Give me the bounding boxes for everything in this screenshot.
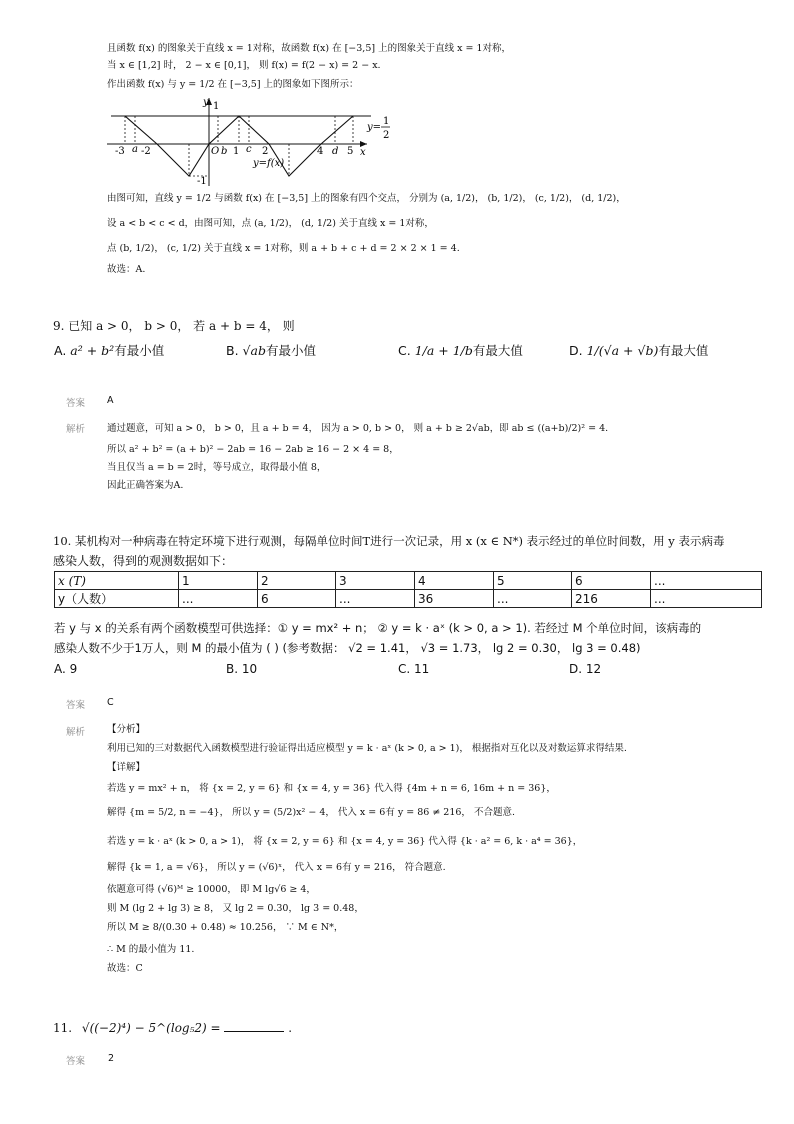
option-math: 1/(√a + √b) — [586, 343, 659, 358]
q10-answer: C — [107, 697, 114, 708]
table-row — [55, 572, 762, 590]
q8-line-6: 点 (b, 1/2)， (c, 1/2) 关于直线 x = 1对称，则 a + b + c + d = 2 × 2 × 1 = 4. — [107, 243, 460, 254]
table-cell: 2 — [258, 572, 336, 590]
line-label-den: 2 — [383, 130, 390, 141]
q10-analysis-6: 若选 y = k · aˣ (k > 0, a > 1)， 将 {x = 2, y = 6} 和 {x = 4, y = 36} 代入得 {k · a² = 6, k · a⁴ = 36}， — [107, 836, 583, 847]
option-text: 有最小值 — [114, 343, 165, 358]
q11-stem — [53, 1020, 292, 1036]
table-cell: x (T) — [55, 572, 179, 590]
option-math: 1/a + 1/b — [414, 343, 473, 358]
q10-option-d[interactable]: D. 12 — [569, 662, 602, 676]
q11-tail: . — [288, 1021, 293, 1035]
q10-stem-1: 10. 某机构对一种病毒在特定环境下进行观测，每隔单位时间T进行一次记录，用 x (x ∈ N*) 表示经过的单位时间数，用 y 表示病毒 — [53, 534, 725, 548]
q9-option-b[interactable] — [226, 341, 316, 359]
q10-analysis-5: 解得 {m = 5/2, n = −4}， 所以 y = (5/2)x² − 4， 代入 x = 6有 y = 86 ≠ 216， 不合题意. — [107, 807, 515, 818]
q10-option-a[interactable]: A. 9 — [54, 662, 78, 676]
q10-analysis-8: 依题意可得 (√6)ᴹ ≥ 10000， 即 M lg√6 ≥ 4， — [107, 884, 316, 895]
y-tick-1: 1 — [213, 101, 220, 112]
line-label: y= — [367, 122, 382, 133]
q9-option-d[interactable] — [569, 341, 708, 359]
option-letter: D. — [569, 343, 583, 358]
table-cell: ... — [179, 590, 258, 608]
x-tick-neg2: -2 — [141, 146, 151, 157]
table-cell: 216 — [572, 590, 651, 608]
q8-line-2: 当 x ∈ [1,2] 时， 2 − x ∈ [0,1]， 则 f(x) = f(2 − x) = 2 − x. — [107, 60, 381, 71]
table-cell: 36 — [415, 590, 494, 608]
q10-answer-label: 答案 — [66, 700, 86, 711]
table-cell: 6 — [572, 572, 651, 590]
table-cell: 6 — [258, 590, 336, 608]
origin-label: O — [211, 146, 220, 157]
q9-analysis-2: 所以 a² + b² = (a + b)² − 2ab = 16 − 2ab ≥ 16 − 2 × 4 = 8， — [107, 444, 399, 455]
q11-answer: 2 — [108, 1053, 115, 1064]
q9-option-a[interactable] — [54, 341, 164, 359]
curve-label: y=f(x) — [253, 158, 285, 169]
x-tick-a: a — [132, 144, 138, 155]
q10-analysis-4: 若选 y = mx² + n， 将 {x = 2, y = 6} 和 {x = 4, y = 36} 代入得 {4m + n = 6, 16m + n = 36}， — [107, 783, 556, 794]
y-axis-label: y — [203, 97, 209, 108]
line-label-num: 1 — [383, 116, 390, 127]
q10-analysis-label: 解析 — [66, 727, 86, 738]
q10-analysis-2: 利用已知的三对数据代入函数模型进行验证得出适应模型 y = k · aˣ (k > 0, a > 1)， 根据指对互化以及对数运算求得结果. — [107, 743, 627, 754]
q10-analysis-12: 故选：C — [107, 963, 143, 974]
q9-answer: A — [107, 395, 114, 406]
x-tick-1: 1 — [233, 146, 240, 157]
q9-analysis-1: 通过题意，可知 a > 0， b > 0，且 a + b = 4， 因为 a > 0, b > 0， 则 a + b ≥ 2√ab，即 ab ≤ ((a+b)/2)² = 4. — [107, 423, 609, 434]
answer-blank[interactable] — [224, 1021, 284, 1032]
q10-analysis-7: 解得 {k = 1, a = √6}， 所以 y = (√6)ˣ， 代入 x = 6有 y = 216， 符合题意. — [107, 862, 446, 873]
q8-line-4: 由图可知，直线 y = 1/2 与函数 f(x) 在 [−3,5] 上的图象有四个交点， 分别为 (a, 1/2)， (b, 1/2)， (c, 1/2)， (d, 1/2)， — [107, 193, 626, 204]
table-cell: 5 — [494, 572, 572, 590]
q9-analysis-label: 解析 — [66, 424, 86, 435]
q11-number: 11. — [53, 1021, 73, 1035]
table-cell: y（人数） — [55, 590, 179, 608]
x-axis-label: x — [360, 147, 366, 158]
q8-line-3: 作出函数 f(x) 与 y = 1/2 在 [−3,5] 上的图象如下图所示： — [107, 79, 359, 90]
q9-answer-label: 答案 — [66, 398, 86, 409]
table-cell: 4 — [415, 572, 494, 590]
option-text: 有最大值 — [472, 343, 523, 358]
q10-text-1: 若 y 与 x 的关系有两个函数模型可供选择：① y = mx² + n； ② y = k · aˣ (k > 0, a > 1). 若经过 M 个单位时间，该病毒的 — [54, 621, 702, 635]
q11-expression: √((−2)⁴) − 5^(log₅2) = — [81, 1021, 221, 1035]
q10-analysis-3: 【详解】 — [107, 762, 146, 773]
option-text: 有最大值 — [658, 343, 709, 358]
option-letter: B. — [226, 343, 239, 358]
observation-table — [54, 571, 762, 608]
table-cell: ... — [651, 572, 762, 590]
q9-analysis-3: 当且仅当 a = b = 2时，等号成立，取得最小值 8， — [107, 462, 327, 473]
q10-option-b[interactable]: B. 10 — [226, 662, 258, 676]
q9-analysis-4: 因此正确答案为A. — [107, 480, 184, 491]
q8-line-5: 设 a < b < c < d，由图可知，点 (a, 1/2)， (d, 1/2) 关于直线 x = 1对称， — [107, 218, 434, 229]
q11-answer-label: 答案 — [66, 1056, 86, 1067]
q9-option-c[interactable] — [398, 341, 523, 359]
x-tick-neg3: -3 — [115, 146, 125, 157]
y-tick-neg1: -1 — [197, 176, 207, 187]
function-graph — [105, 96, 405, 188]
q10-analysis-10: 所以 M ≥ 8/(0.30 + 0.48) ≈ 10.256， ∵ M ∈ N*， — [107, 922, 344, 933]
option-math: √ab — [242, 343, 266, 358]
option-letter: A. — [54, 343, 67, 358]
q10-stem-2: 感染人数，得到的观测数据如下： — [53, 554, 234, 568]
q10-text-2: 感染人数不少于1万人，则 M 的最小值为 ( ) (参考数据： √2 = 1.41， √3 = 1.73， lg 2 = 0.30， lg 3 = 0.48) — [54, 641, 641, 655]
table-cell: 1 — [179, 572, 258, 590]
option-letter: C. — [398, 343, 411, 358]
x-tick-5: 5 — [347, 146, 354, 157]
q10-analysis-11: ∴ M 的最小值为 11. — [107, 944, 195, 955]
q10-analysis-1: 【分析】 — [107, 724, 146, 735]
q10-analysis-9: 则 M (lg 2 + lg 3) ≥ 8， 又 lg 2 = 0.30， lg 3 = 0.48， — [107, 903, 364, 914]
option-math: a² + b² — [70, 343, 115, 358]
table-cell: ... — [336, 590, 415, 608]
x-tick-c: c — [246, 144, 252, 155]
option-text: 有最小值 — [265, 343, 316, 358]
x-tick-d: d — [332, 146, 339, 157]
q8-answer: 故选：A. — [107, 264, 146, 275]
x-tick-4: 4 — [317, 146, 324, 157]
table-cell: ... — [651, 590, 762, 608]
table-cell: ... — [494, 590, 572, 608]
table-row — [55, 590, 762, 608]
q9-stem: 9. 已知 a > 0， b > 0， 若 a + b = 4， 则 — [53, 319, 295, 333]
x-tick-b: b — [221, 146, 228, 157]
q10-option-c[interactable]: C. 11 — [398, 662, 430, 676]
q8-line-1: 且函数 f(x) 的图象关于直线 x = 1对称，故函数 f(x) 在 [−3,5] 上的图象关于直线 x = 1对称， — [107, 43, 512, 54]
x-tick-2: 2 — [262, 146, 269, 157]
table-cell: 3 — [336, 572, 415, 590]
